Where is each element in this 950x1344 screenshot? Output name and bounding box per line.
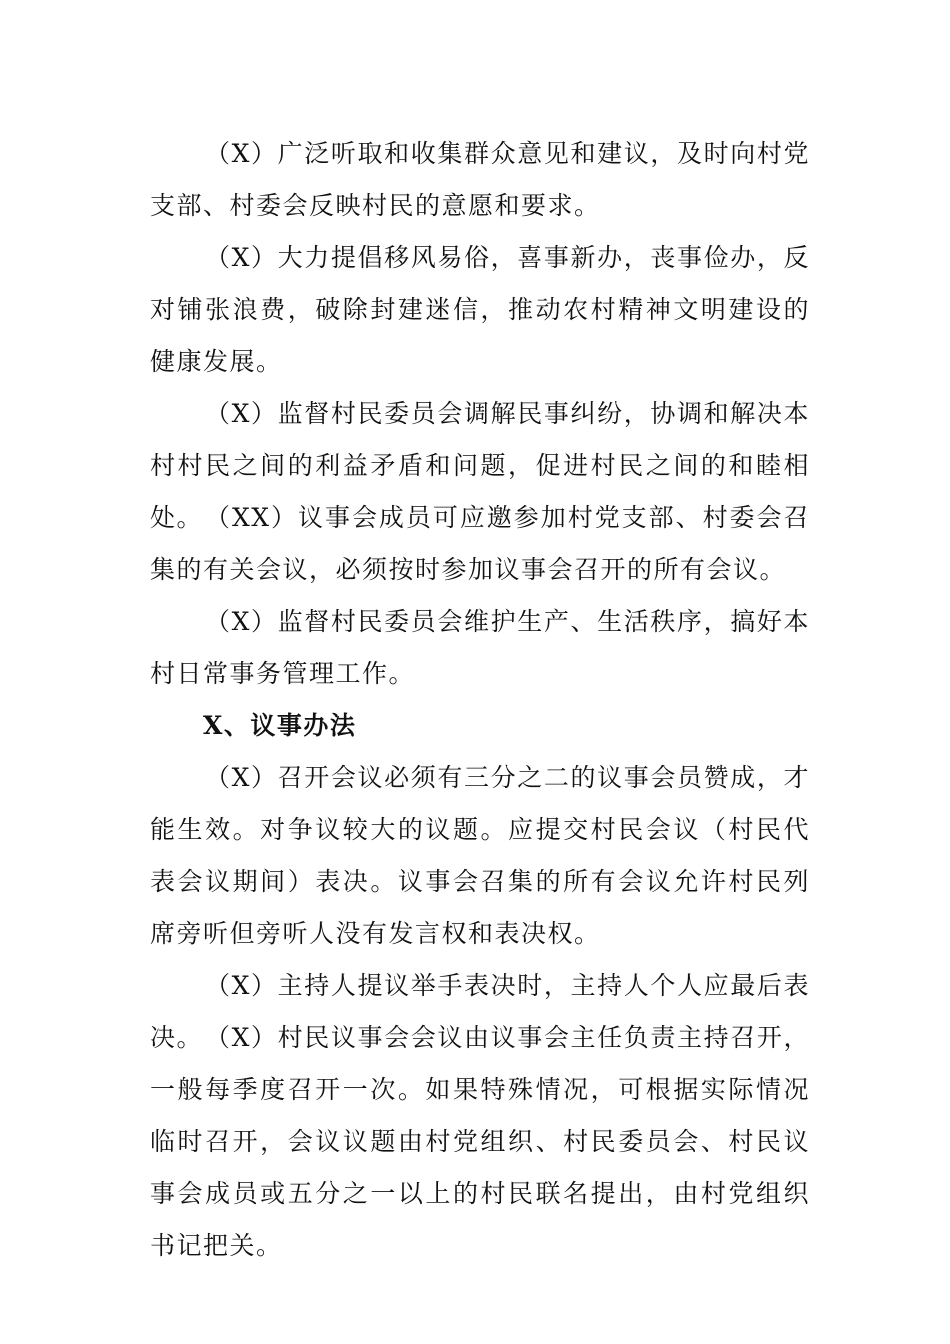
paragraph: （X）监督村民委员会维护生产、生活秩序，搞好本村日常事务管理工作。 [150, 607, 810, 688]
paragraph: （X）村民议事会会议由议事会主任负责主持召开，一般每季度召开一次。如果特殊情况，可根据实际情况临时召开，会议议题由村党组织、村民委员会、村民议事会成员或五分之一以上的村民联名提出，由村党组织书记把关。 [150, 1023, 810, 1260]
paragraph: （X）广泛听取和收集群众意见和建议，及时向村党支部、村委会反映村民的意愿和要求。 [150, 139, 810, 220]
section-heading: X、议事办法 [203, 711, 357, 740]
paragraph: （XX）议事会成员可应邀参加村党支部、村委会召集的有关会议，必须按时参加议事会召开的所有会议。 [150, 503, 810, 584]
paragraph: （X）监督村民委员会调解民事纠纷，协调和解决本村村民之间的利益矛盾和问题，促进村民之间的和睦相处。 [150, 399, 810, 532]
paragraph: （X）主持人提议举手表决时，主持人个人应最后表决。 [150, 971, 810, 1052]
paragraph: （X）大力提倡移风易俗，喜事新办，丧事俭办，反对铺张浪费，破除封建迷信，推动农村精神文明建设的健康发展。 [150, 243, 810, 376]
paragraph: （X）召开会议必须有三分之二的议事会员赞成，才能生效。对争议较大的议题。应提交村民会议（村民代表会议期间）表决。议事会召集的所有会议允许村民列席旁听但旁听人没有发言权和表决权。 [150, 763, 810, 948]
